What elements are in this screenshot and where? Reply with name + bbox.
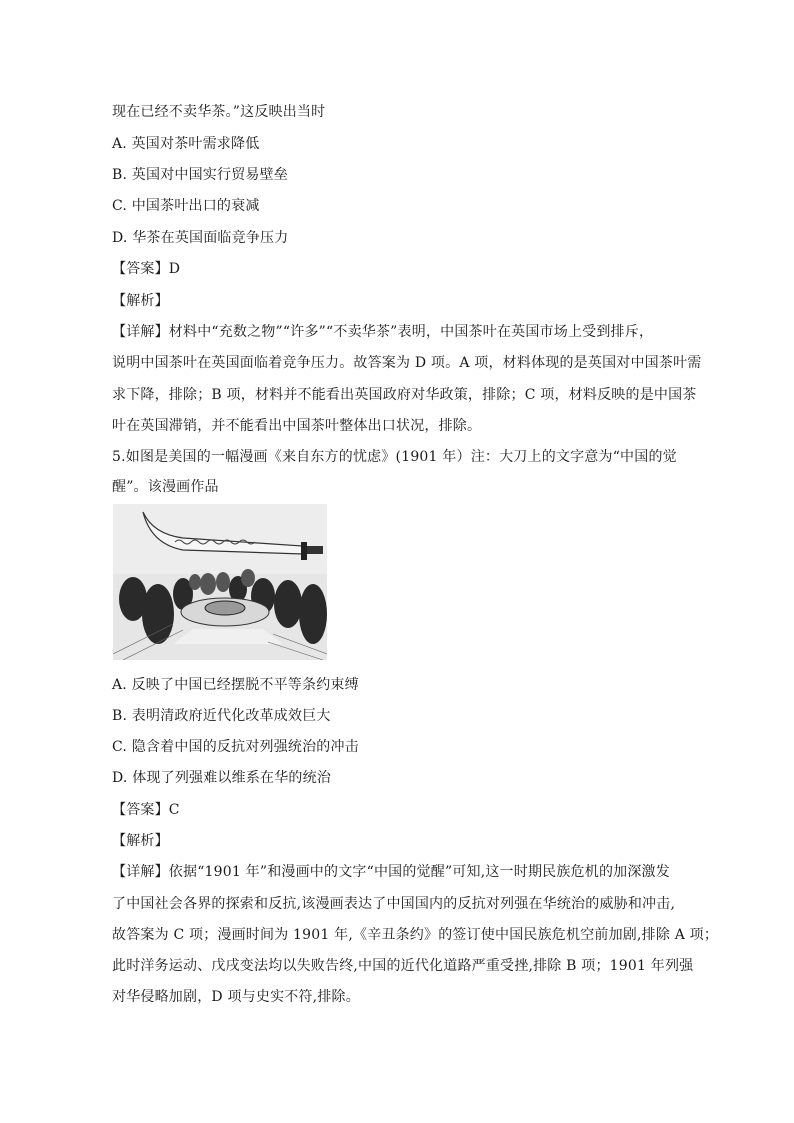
- option-c: C. 中国茶叶出口的衰减: [112, 198, 260, 214]
- analysis-line: 求下降，排除；B 项，材料并不能看出英国政府对华政策，排除；C 项，材料反映的是中国茶: [112, 387, 697, 403]
- analysis-label: 【解析】: [112, 293, 169, 309]
- option-d: D. 体现了列强难以维系在华的统治: [112, 770, 332, 786]
- option-a: A. 英国对茶叶需求降低: [112, 136, 260, 152]
- cartoon-sword-image: [113, 504, 327, 660]
- analysis-line: 说明中国茶叶在英国面临着竞争压力。故答案为 D 项。A 项，材料体现的是英国对中国茶叶需: [112, 355, 702, 371]
- option-b: B. 表明清政府近代化改革成效巨大: [112, 708, 331, 724]
- option-c: C. 隐含着中国的反抗对列强统治的冲击: [112, 739, 359, 755]
- analysis-line: 故答案为 C 项；漫画时间为 1901 年,《辛丑条约》的签订使中国民族危机空前加剧,排除 A 项；: [112, 927, 719, 943]
- question-5-stem: 5.如图是美国的一幅漫画《来自东方的忧虑》(1901 年）注：大刀上的文字意为“中国的觉: [112, 449, 677, 465]
- analysis-line: 了中国社会各界的探索和反抗,该漫画表达了中国国内的反抗对列强在华统治的威胁和冲击,: [112, 896, 676, 912]
- analysis-label: 【解析】: [112, 833, 169, 849]
- analysis-line: 叶在英国滞销，并不能看出中国茶叶整体出口状况，排除。: [112, 418, 482, 434]
- analysis-line: 【详解】材料中“充数之物”“许多”“不卖华茶”表明，中国茶叶在英国市场上受到排斥，: [112, 324, 654, 340]
- answer-line: 【答案】C: [112, 802, 180, 818]
- analysis-line: 此时洋务运动、戊戌变法均以失败告终,中国的近代化道路严重受挫,排除 B 项；1901 年列强: [112, 958, 694, 974]
- option-a: A. 反映了中国已经摆脱不平等条约束缚: [112, 677, 359, 693]
- answer-line: 【答案】D: [112, 261, 181, 277]
- option-b: B. 英国对中国实行贸易壁垒: [112, 167, 288, 183]
- question-stem-tail: 现在已经不卖华茶。”这反映出当时: [112, 104, 326, 120]
- analysis-line: 【详解】依据“1901 年”和漫画中的文字“中国的觉醒”可知,这一时期民族危机的加深激发: [112, 864, 670, 880]
- option-d: D. 华茶在英国面临竞争压力: [112, 230, 289, 246]
- analysis-line: 对华侵略加剧，D 项与史实不符,排除。: [112, 989, 360, 1005]
- question-5-stem: 醒”。该漫画作品: [112, 479, 219, 495]
